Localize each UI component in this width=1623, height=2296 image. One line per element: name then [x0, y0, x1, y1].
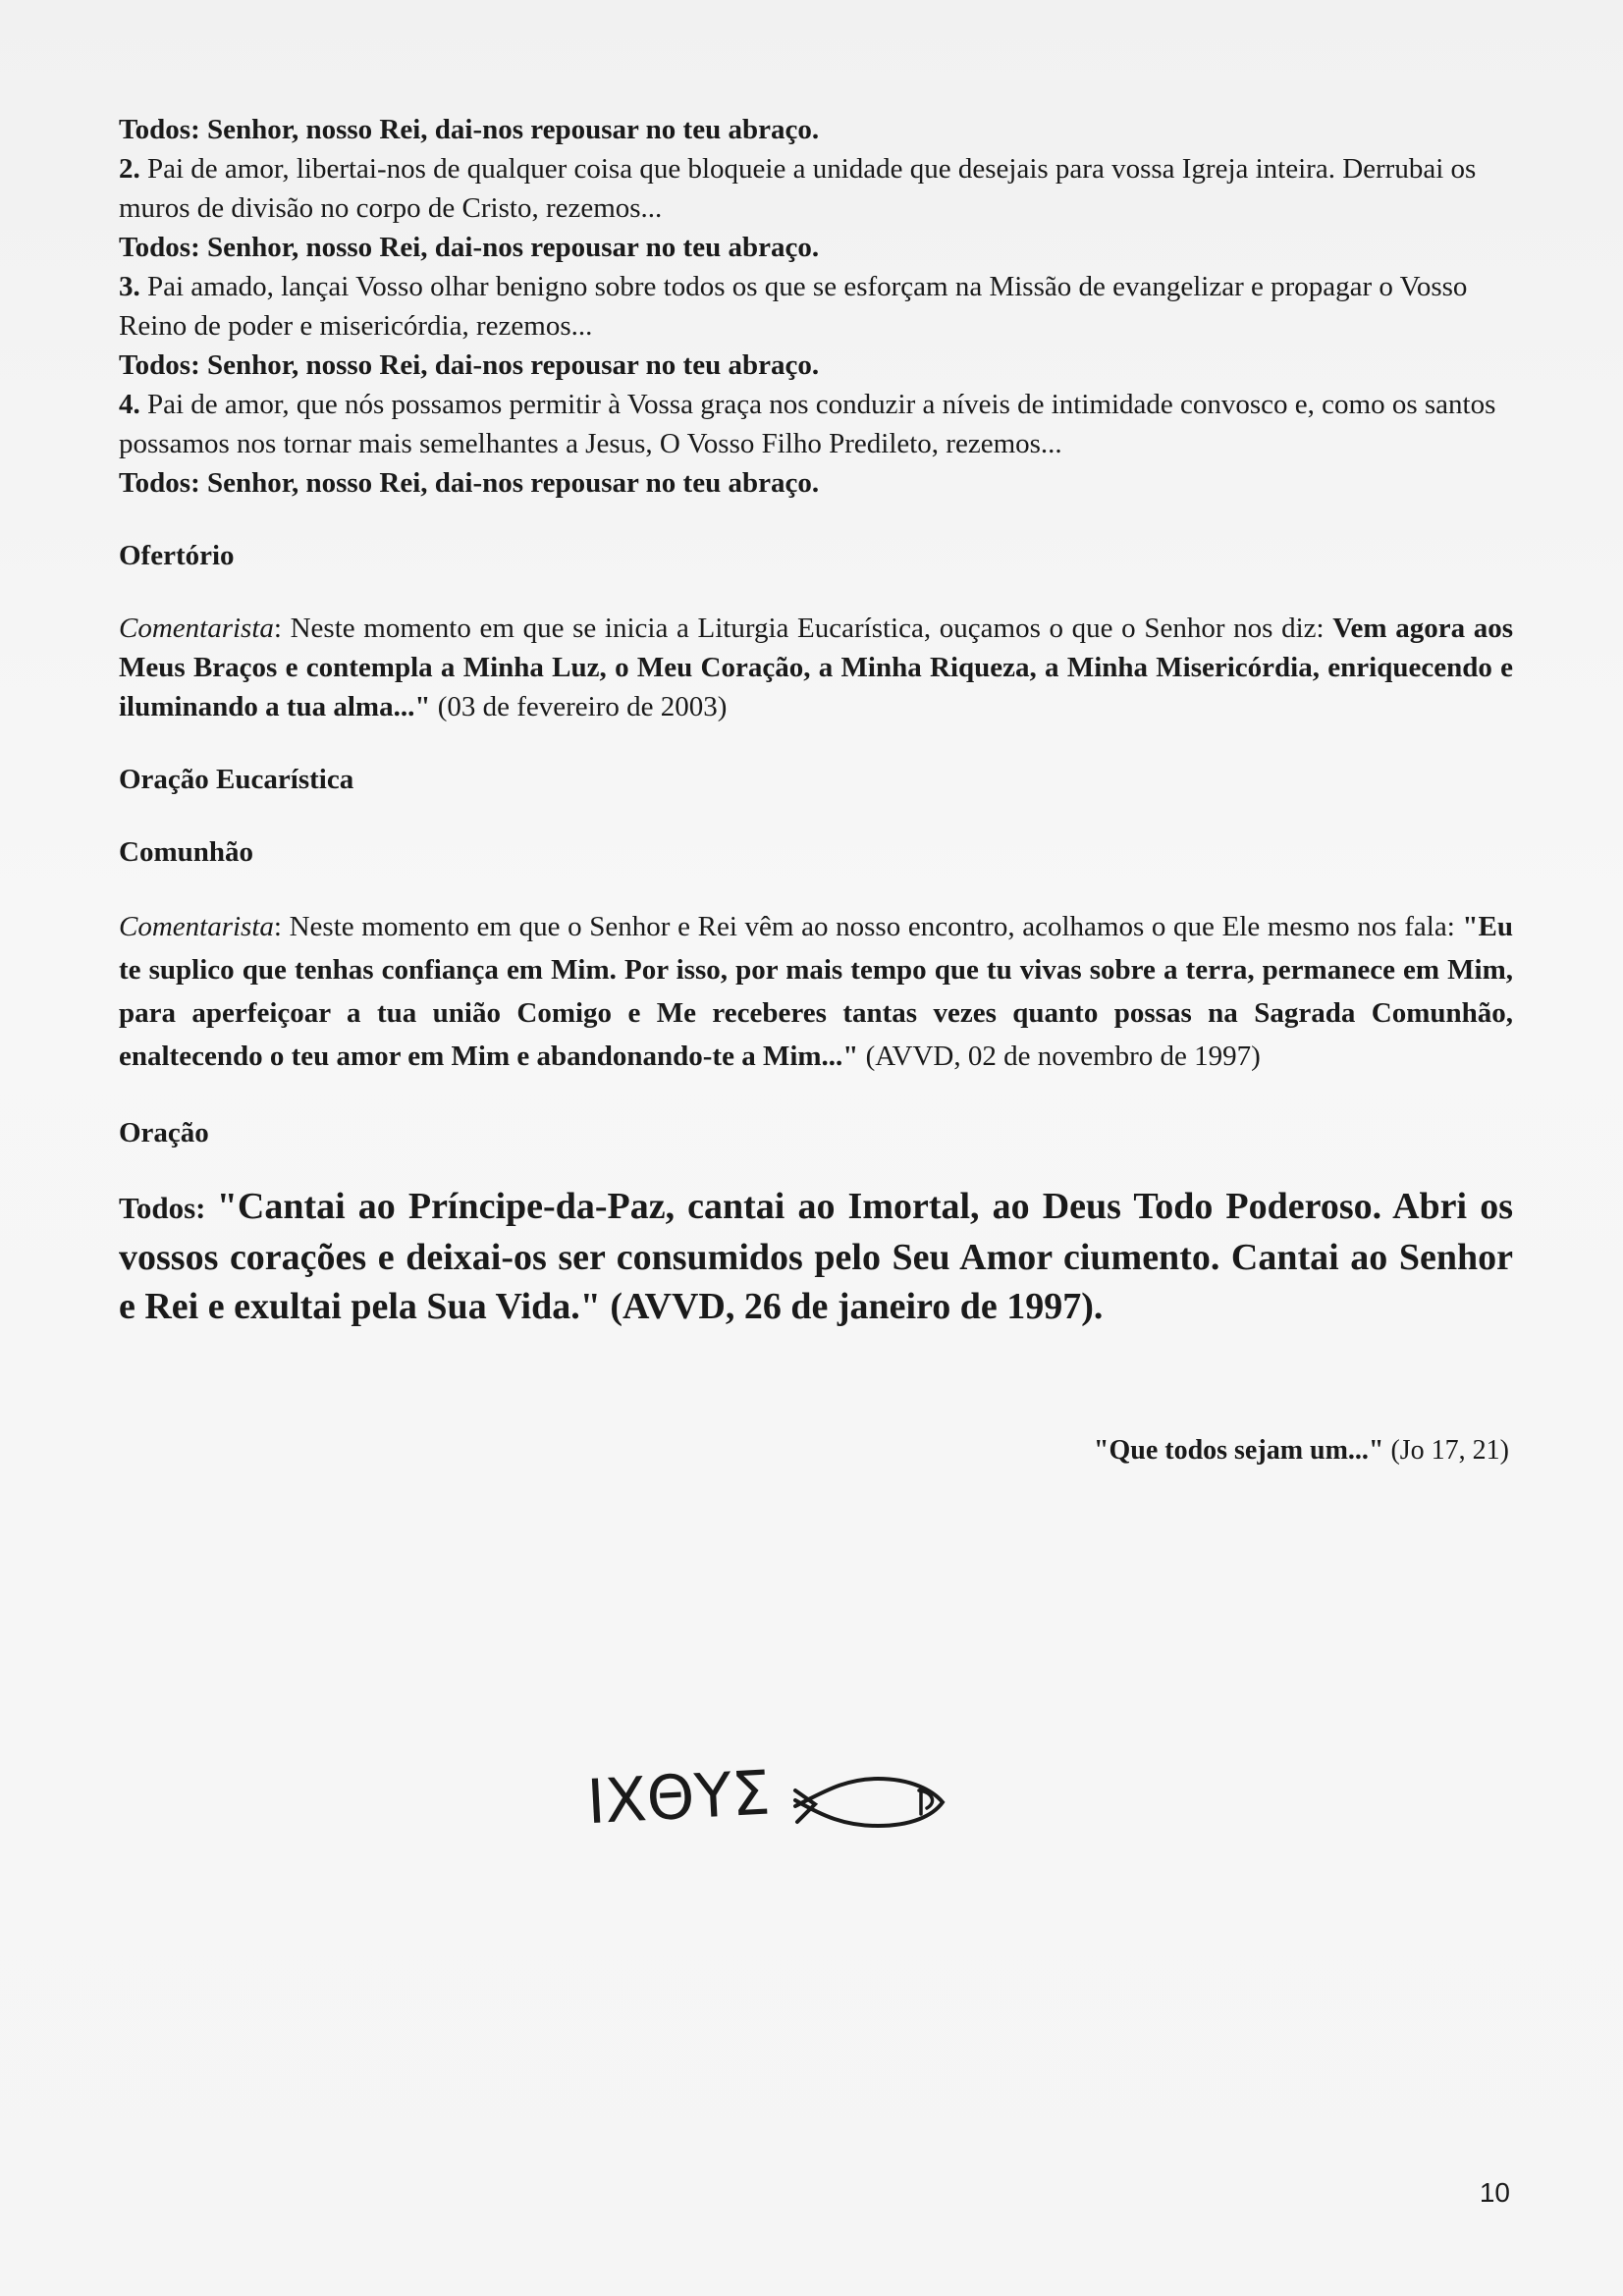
response-line: Todos: Senhor, nosso Rei, dai-nos repousar no teu abraço. — [119, 114, 820, 145]
response-line: Todos: Senhor, nosso Rei, dai-nos repousar no teu abraço. — [119, 232, 820, 263]
page-number: 10 — [1479, 2177, 1510, 2208]
closing-quote — [1094, 1431, 1509, 1470]
prayer-lead: Todos: — [119, 1191, 217, 1225]
response-line: Todos: Senhor, nosso Rei, dai-nos repousar no teu abraço. — [119, 467, 820, 499]
commentary-intro: : Neste momento em que o Senhor e Rei vêm ao nosso encontro, acolhamos o que Ele mesmo nos fala: — [273, 911, 1463, 942]
prayer-body: "Cantai ao Príncipe-da-Paz, cantai ao Imortal, ao Deus Todo Poderoso. Abri os vossos corações e deixai-os ser consumidos pelo Seu Amor ciumento. Cantai ao Senhor e Rei e exultai pela Sua Vida." (AVVD, 26 de janeiro de 1997). — [119, 1186, 1513, 1327]
commentary-intro: : Neste momento em que se inicia a Liturgia Eucarística, ouçamos o que o Senhor nos diz: — [273, 613, 1325, 644]
closing-quote-reference: (Jo 17, 21) — [1383, 1435, 1509, 1466]
intercession-number: 3. — [119, 271, 140, 302]
ichthys-text: IXΘYΣ — [587, 1756, 773, 1839]
communion-heading: Comunhão — [119, 836, 253, 868]
closing-quote-text: "Que todos sejam um..." — [1093, 1435, 1384, 1466]
prayer-heading: Oração — [119, 1117, 209, 1148]
prayer-text — [119, 1182, 1513, 1331]
intercession-number: 4. — [119, 389, 140, 420]
intercession-number: 2. — [119, 153, 140, 185]
intercession-text: Pai amado, lançai Vosso olhar benigno sobre todos os que se esforçam na Missão de evangelizar e propagar o Vosso Reino de poder e misericórdia, rezemos... — [119, 271, 1468, 342]
intercession-text: Pai de amor, libertai-nos de qualquer coisa que bloqueie a unidade que desejais para vossa Igreja inteira. Derrubai os muros de divisão no corpo de Cristo, rezemos... — [119, 153, 1477, 224]
intercession-4 — [119, 385, 1513, 463]
commentary-source: (03 de fevereiro de 2003) — [430, 691, 728, 722]
commentary-source: (AVVD, 02 de novembro de 1997) — [858, 1041, 1261, 1072]
intercession-2 — [119, 149, 1513, 228]
eucharistic-prayer-heading: Oração Eucarística — [119, 764, 354, 795]
commentary-quote: "Eu te suplico que tenhas confiança em Mim. Por isso, por mais tempo que tu vivas sobre a terra, permanece em Mim, para aperfeiçoar a tua união Comigo e Me receberes tantas vezes quanto possas na Sagrada Comunhão, enaltecendo o teu amor em Mim e abandonando-te a Mim..." — [119, 911, 1513, 1072]
commentator-label: Comentarista — [119, 613, 274, 644]
page-content — [119, 110, 1513, 1331]
response-line: Todos: Senhor, nosso Rei, dai-nos repousar no teu abraço. — [119, 349, 820, 381]
offertory-commentary — [119, 609, 1513, 726]
ichthys-fish-icon — [587, 1732, 1000, 1849]
commentator-label: Comentarista — [119, 911, 274, 942]
ichthys-symbol — [587, 1732, 1000, 1849]
intercession-3 — [119, 267, 1513, 346]
offertory-heading: Ofertório — [119, 540, 235, 571]
communion-commentary — [119, 905, 1513, 1078]
intercession-text: Pai de amor, que nós possamos permitir à Vossa graça nos conduzir a níveis de intimidade convosco e, como os santos possamos nos tornar mais semelhantes a Jesus, O Vosso Filho Predileto, rezemos... — [119, 389, 1496, 459]
commentary-quote: Vem agora aos Meus Braços e contempla a Minha Luz, o Meu Coração, a Minha Riqueza, a Minha Misericórdia, enriquecendo e iluminando a tua alma..." — [119, 613, 1514, 722]
